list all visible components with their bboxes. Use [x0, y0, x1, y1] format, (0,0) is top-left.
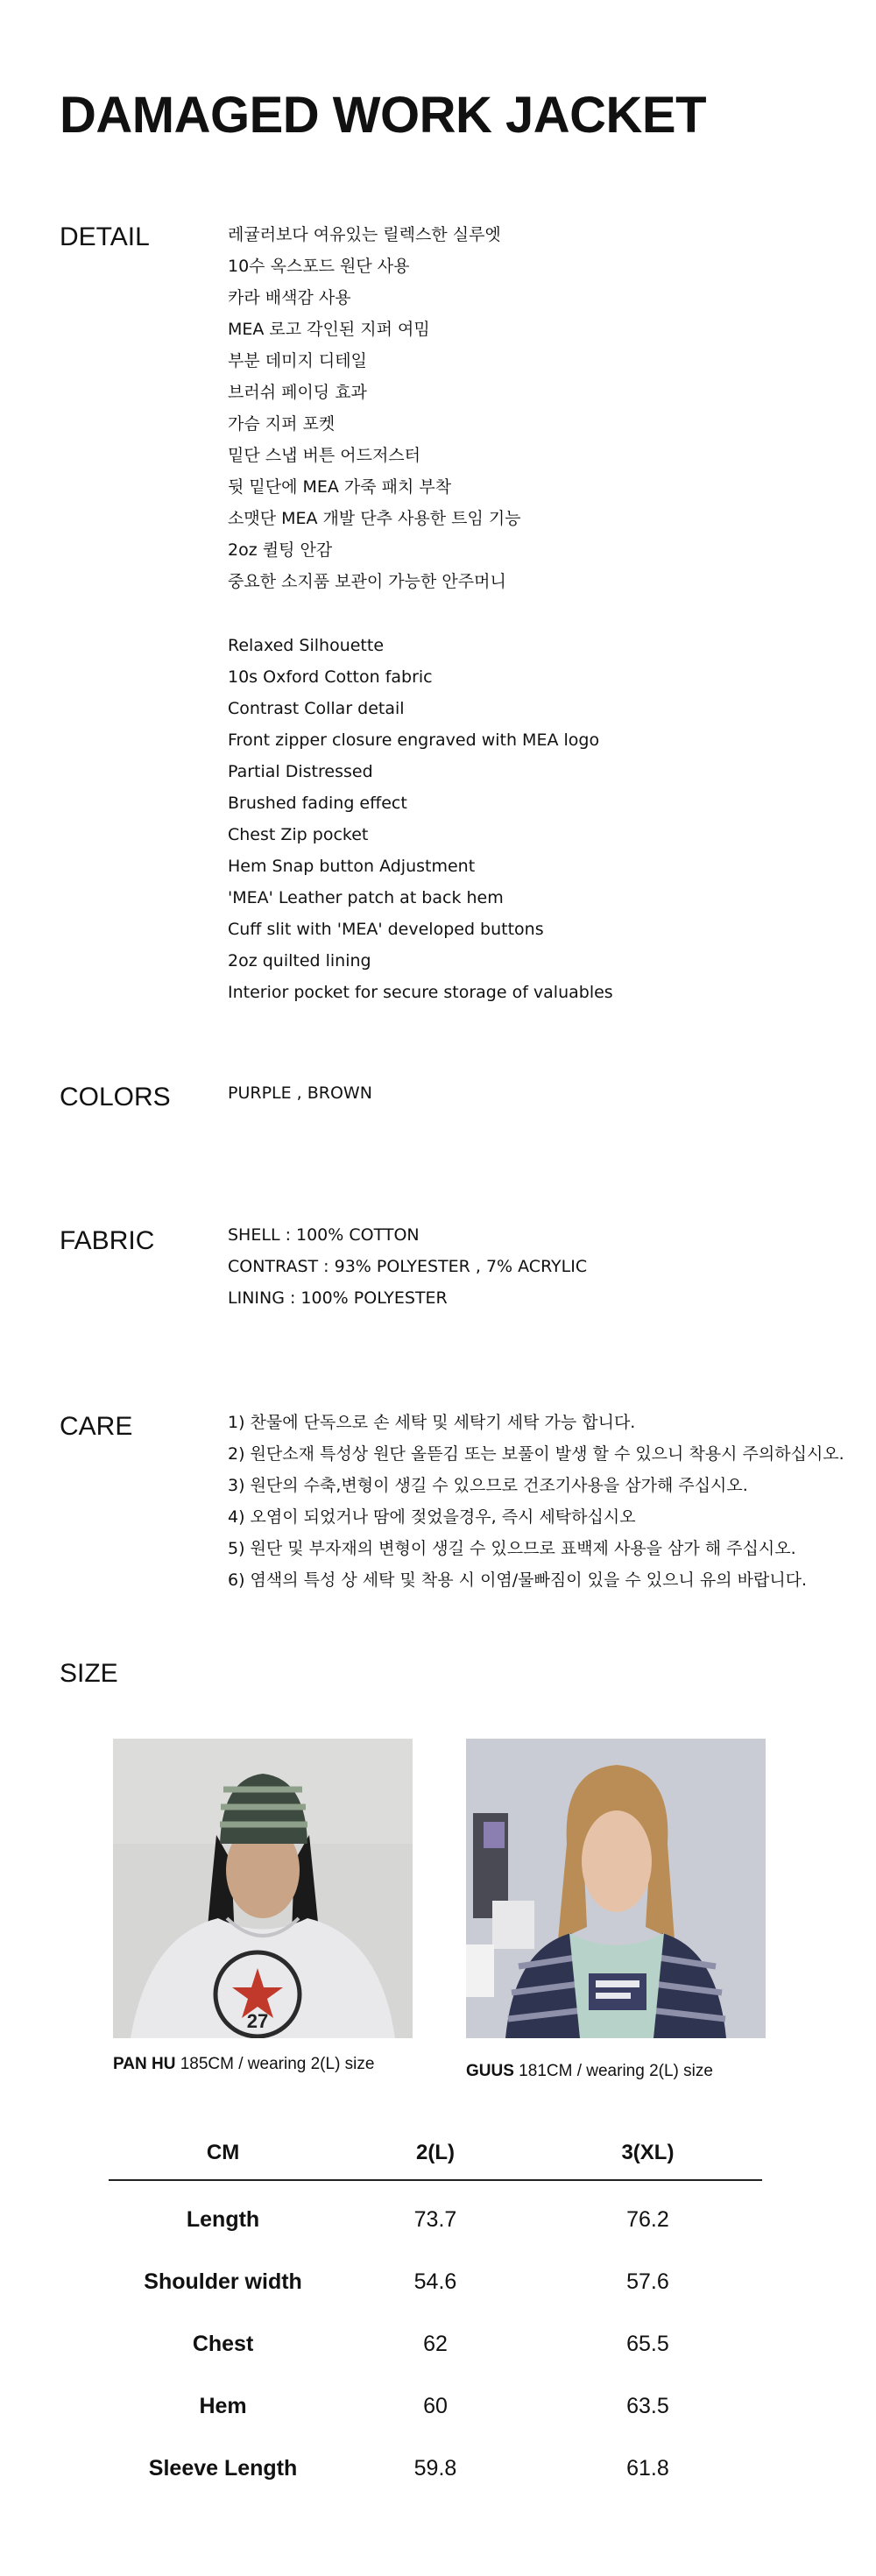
detail-en-line: 'MEA' Leather patch at back hem [228, 888, 504, 907]
detail-en-line: Hem Snap button Adjustment [228, 857, 476, 876]
care-line: 2) 원단소재 특성상 원단 올뜯김 또는 보풀이 발생 할 수 있으니 착용시 주의하십시오. [228, 1444, 844, 1464]
model-name: GUUS [466, 2062, 514, 2080]
care-line: 1) 찬물에 단독으로 손 세탁 및 세탁기 세탁 가능 합니다. [228, 1413, 636, 1432]
row-label: Shoulder width [144, 2269, 302, 2294]
row-label: Sleeve Length [148, 2456, 298, 2481]
detail-en-line: Chest Zip pocket [228, 825, 369, 844]
row-value: 63.5 [626, 2394, 669, 2418]
size-table [109, 2127, 762, 2500]
care-line: 4) 오염이 되었거나 땀에 젖었을경우, 즉시 세탁하십시오 [228, 1507, 636, 1527]
table-row [109, 2375, 762, 2438]
product-title: DAMAGED WORK JACKET [60, 87, 707, 144]
fabric-list [228, 1219, 587, 1314]
table-row [109, 2251, 762, 2313]
table-row [109, 2313, 762, 2375]
row-value: 62 [423, 2332, 448, 2356]
row-value: 59.8 [413, 2456, 457, 2481]
row-label: Length [186, 2207, 260, 2232]
model-desc: 181CM / wearing 2(L) size [513, 2062, 713, 2080]
detail-ko-line: 카라 배색감 사용 [228, 288, 351, 307]
detail-en-line: Brushed fading effect [228, 794, 407, 813]
detail-ko-line: 2oz 퀼팅 안감 [228, 540, 333, 560]
detail-en-line: Front zipper closure engraved with MEA logo [228, 730, 600, 750]
detail-en-line: Interior pocket for secure storage of valuables [228, 983, 613, 1002]
detail-ko-line: MEA 로고 각인된 지퍼 여밈 [228, 320, 430, 339]
colors-label: COLORS [60, 1083, 171, 1112]
detail-ko-line: 가슴 지퍼 포켓 [228, 414, 336, 434]
care-line: 6) 염색의 특성 상 세탁 및 착용 시 이염/물빠짐이 있을 수 있으니 유의 바랍니다. [228, 1570, 808, 1590]
row-label: Chest [192, 2332, 254, 2356]
detail-ko-line: 중요한 소지품 보관이 가능한 안주머니 [228, 572, 506, 591]
model-photo-guus [466, 1739, 766, 2038]
fabric-line: SHELL : 100% COTTON [228, 1225, 420, 1245]
detail-en-line: Partial Distressed [228, 762, 373, 781]
detail-en-line: Relaxed Silhouette [228, 636, 385, 655]
size-header-3xl: 3(XL) [533, 2127, 762, 2180]
detail-english-list [228, 630, 613, 1008]
size-table-header-row [109, 2127, 762, 2180]
size-header-2l: 2(L) [337, 2127, 533, 2180]
row-value: 73.7 [413, 2207, 457, 2232]
colors-value: PURPLE , BROWN [228, 1083, 372, 1103]
care-list [228, 1407, 844, 1596]
row-value: 54.6 [413, 2269, 457, 2294]
detail-ko-line: 소맷단 MEA 개발 단추 사용한 트임 기능 [228, 509, 521, 528]
table-row [109, 2180, 762, 2251]
model-name: PAN HU [113, 2055, 176, 2073]
colors-value-block [228, 1077, 372, 1109]
detail-en-line: 10s Oxford Cotton fabric [228, 667, 433, 687]
care-line: 5) 원단 및 부자재의 변형이 생길 수 있으므로 표백제 사용을 삼가 해 주십시오. [228, 1539, 796, 1558]
detail-ko-line: 뒷 밑단에 MEA 가죽 패치 부착 [228, 477, 452, 497]
care-label: CARE [60, 1412, 133, 1441]
detail-en-line: 2oz quilted lining [228, 951, 371, 970]
size-label: SIZE [60, 1659, 118, 1688]
fabric-label: FABRIC [60, 1226, 155, 1255]
model-desc: 185CM / wearing 2(L) size [175, 2055, 375, 2073]
detail-en-line: Contrast Collar detail [228, 699, 405, 718]
row-value: 76.2 [626, 2207, 669, 2232]
row-label: Hem [199, 2394, 247, 2418]
model-caption-pan-hu [113, 2055, 374, 2074]
size-header-cm: CM [109, 2127, 337, 2180]
detail-label: DETAIL [60, 222, 150, 251]
detail-ko-line: 부분 데미지 디테일 [228, 351, 367, 371]
fabric-line: LINING : 100% POLYESTER [228, 1288, 448, 1308]
svg-text:27: 27 [246, 2010, 269, 2032]
row-value: 60 [423, 2394, 448, 2418]
detail-ko-line: 10수 옥스포드 원단 사용 [228, 257, 410, 276]
detail-ko-line: 레귤러보다 여유있는 릴렉스한 실루엣 [228, 225, 501, 244]
detail-en-line: Cuff slit with 'MEA' developed buttons [228, 920, 544, 939]
row-value: 65.5 [626, 2332, 669, 2356]
detail-korean-list [228, 219, 521, 597]
table-row [109, 2438, 762, 2500]
fabric-line: CONTRAST : 93% POLYESTER , 7% ACRYLIC [228, 1257, 588, 1276]
detail-ko-line: 브러쉬 페이딩 효과 [228, 383, 367, 402]
model-caption-guus [466, 2062, 713, 2081]
care-line: 3) 원단의 수축,변형이 생길 수 있으므로 건조기사용을 삼가해 주십시오. [228, 1476, 748, 1495]
model-photo-pan-hu [113, 1739, 413, 2038]
detail-ko-line: 밑단 스냅 버튼 어드저스터 [228, 446, 421, 465]
row-value: 57.6 [626, 2269, 669, 2294]
row-value: 61.8 [626, 2456, 669, 2481]
